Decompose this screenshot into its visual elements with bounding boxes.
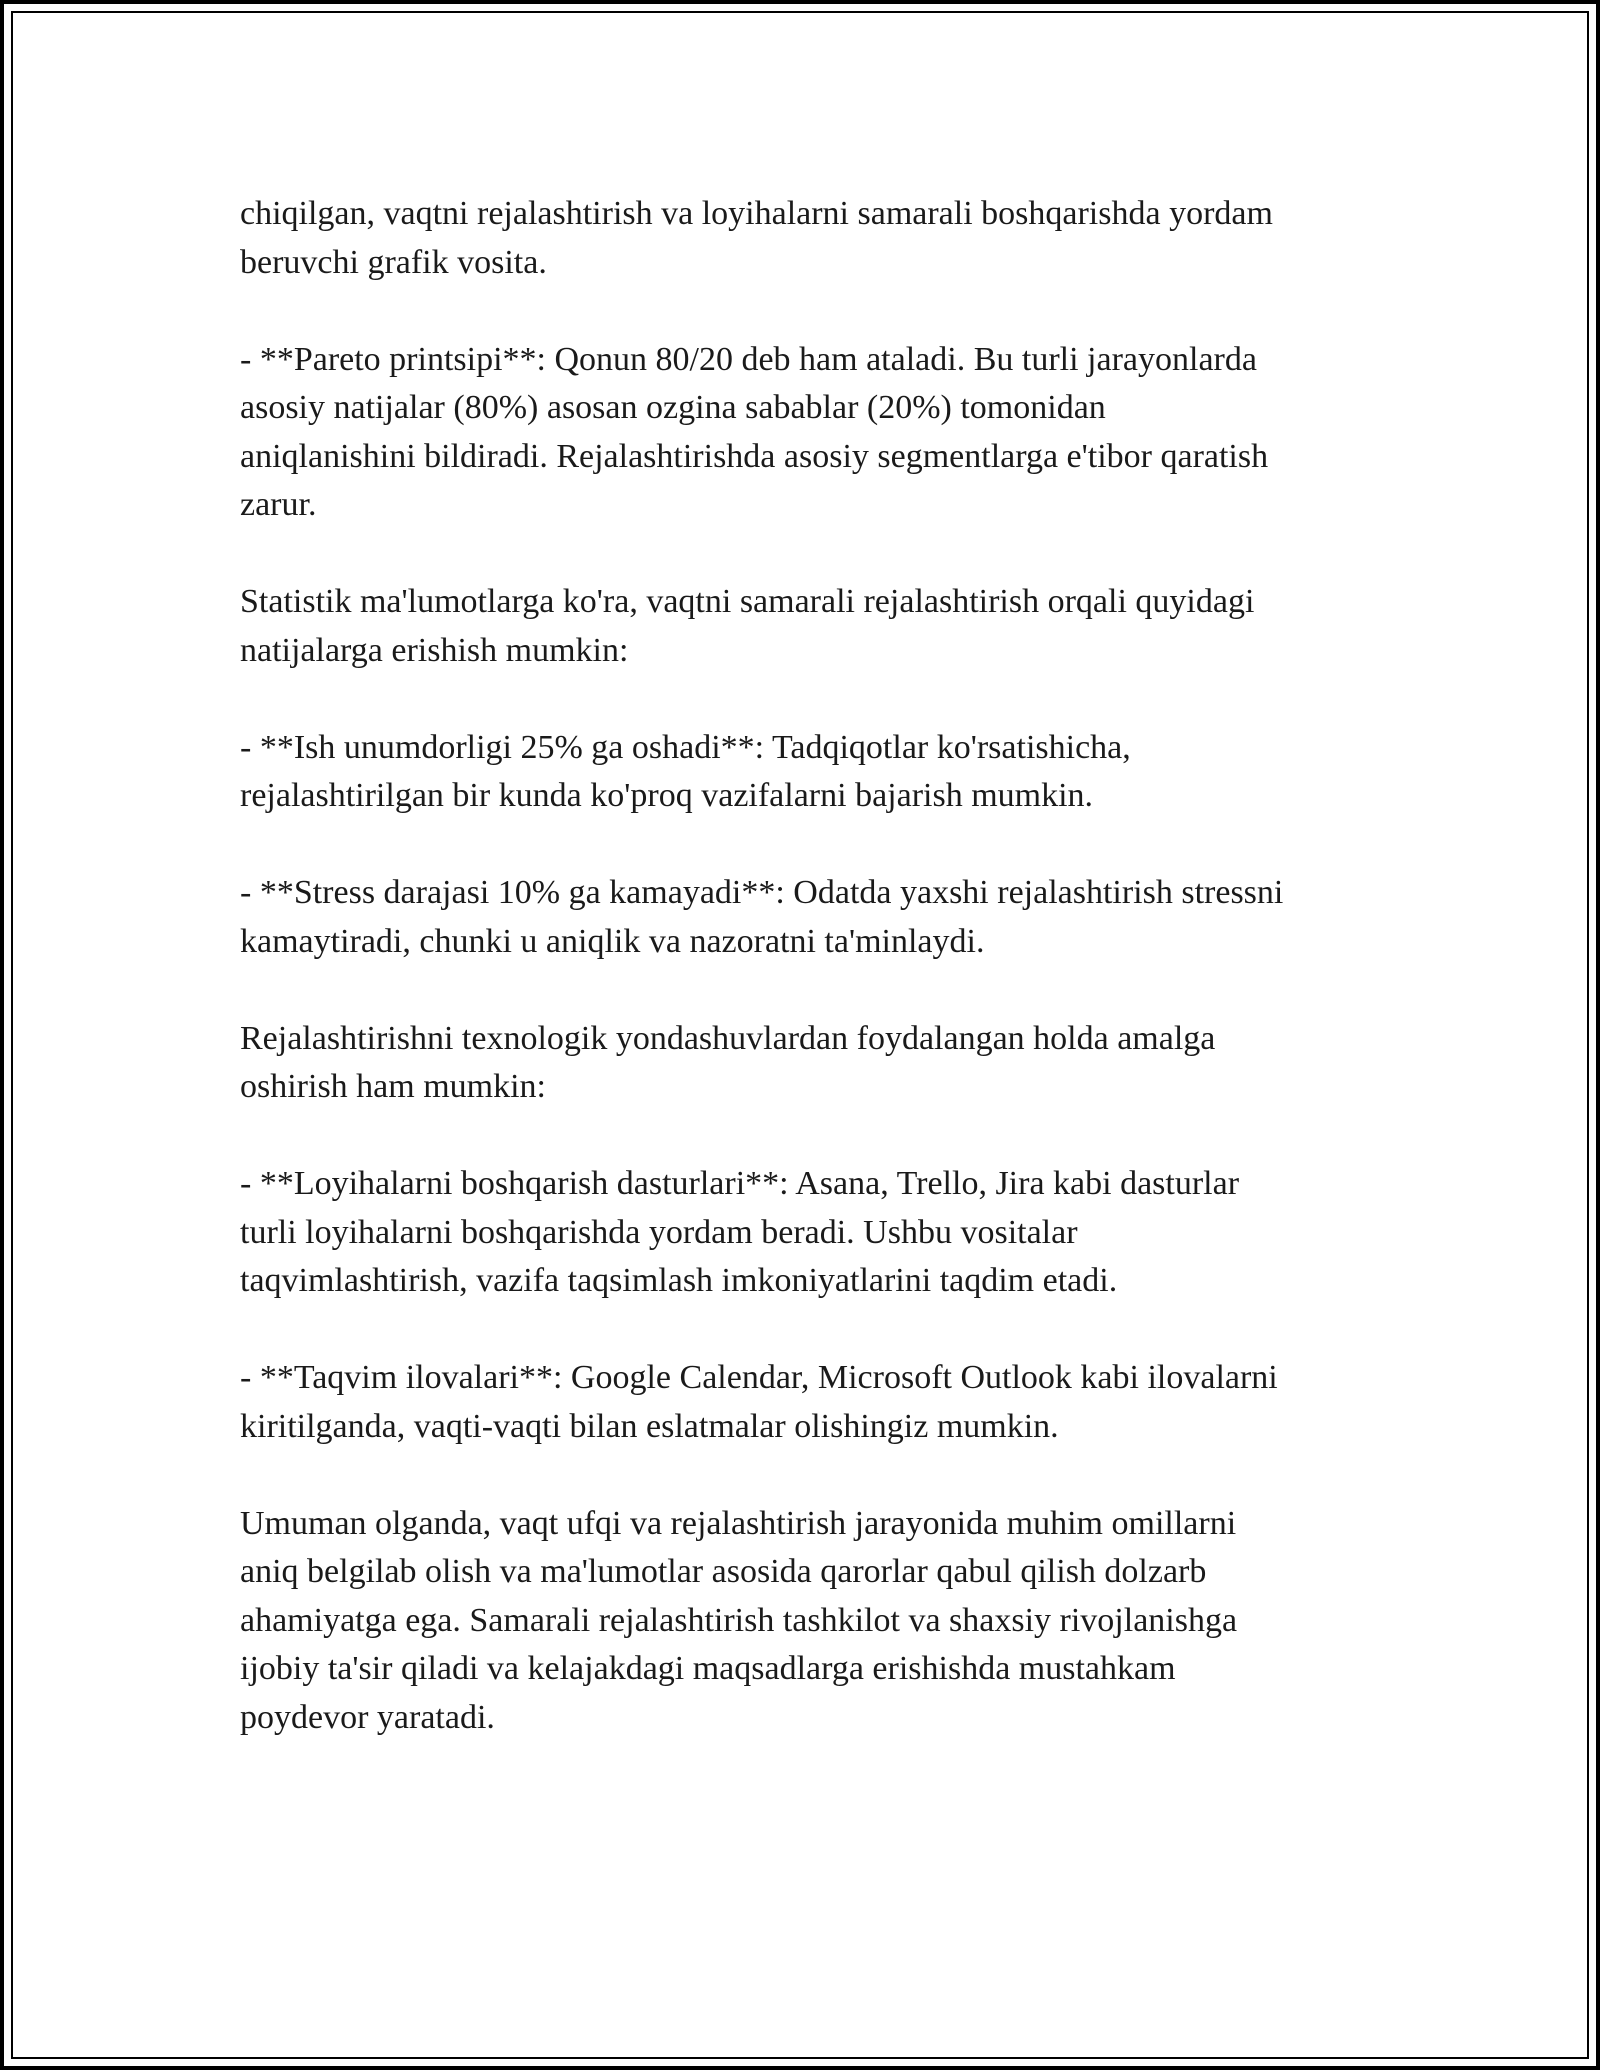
paragraph-stress: - **Stress darajasi 10% ga kamayadi**: Odatda yaxshi rejalashtirish stressni kamaytiradi, chunki u aniqlik va nazoratni ta'minlaydi. <box>240 874 1284 960</box>
paragraph-statistics-intro: Statistik ma'lumotlarga ko'ra, vaqtni samarali rejalashtirish orqali quyidagi natijalarga erishish mumkin: <box>240 583 1255 669</box>
paragraph-pareto-principle: - **Pareto printsipi**: Qonun 80/20 deb ham ataladi. Bu turli jarayonlarda asosiy natijalar (80%) asosan ozgina sabablar (20%) tomonidan aniqlanishini bildiradi. Rejalashtirishda asosiy segmentlarga e'tibor qaratish zarur. <box>240 340 1269 523</box>
paragraph-technology-intro: Rejalashtirishni texnologik yondashuvlardan foydalangan holda amalga oshirish ham mumkin: <box>240 1019 1216 1105</box>
paragraph-project-software: - **Loyihalarni boshqarish dasturlari**: Asana, Trello, Jira kabi dasturlar turli loyihalarni boshqarishda yordam beradi. Ushbu vositalar taqvimlashtirish, vazifa taqsimlash imkoniyatlarini taqdim etadi. <box>240 1165 1240 1299</box>
paragraph-productivity: - **Ish unumdorligi 25% ga oshadi**: Tadqiqotlar ko'rsatishicha, rejalashtirilgan bir kunda ko'proq vazifalarni bajarish mumkin. <box>240 728 1131 814</box>
paragraph-conclusion: Umuman olganda, vaqt ufqi va rejalashtirish jarayonida muhim omillarni aniq belgilab olish va ma'lumotlar asosida qarorlar qabul qilish dolzarb ahamiyatga ega. Samarali rejalashtirish tashkilot va shaxsiy rivojlanishga ijobiy ta'sir qiladi va kelajakdagi maqsadlarga erishishda mustahkam poydevor yaratadi. <box>240 1504 1238 1736</box>
paragraph-gantt-continuation: chiqilgan, vaqtni rejalashtirish va loyihalarni samarali boshqarishda yordam beruvchi grafik vosita. <box>240 195 1273 281</box>
paragraph-calendar-apps: - **Taqvim ilovalari**: Google Calendar, Microsoft Outlook kabi ilovalarni kiritilganda, vaqti-vaqti bilan eslatmalar olishingiz mumkin. <box>240 1359 1278 1445</box>
document-body <box>240 190 1400 1742</box>
